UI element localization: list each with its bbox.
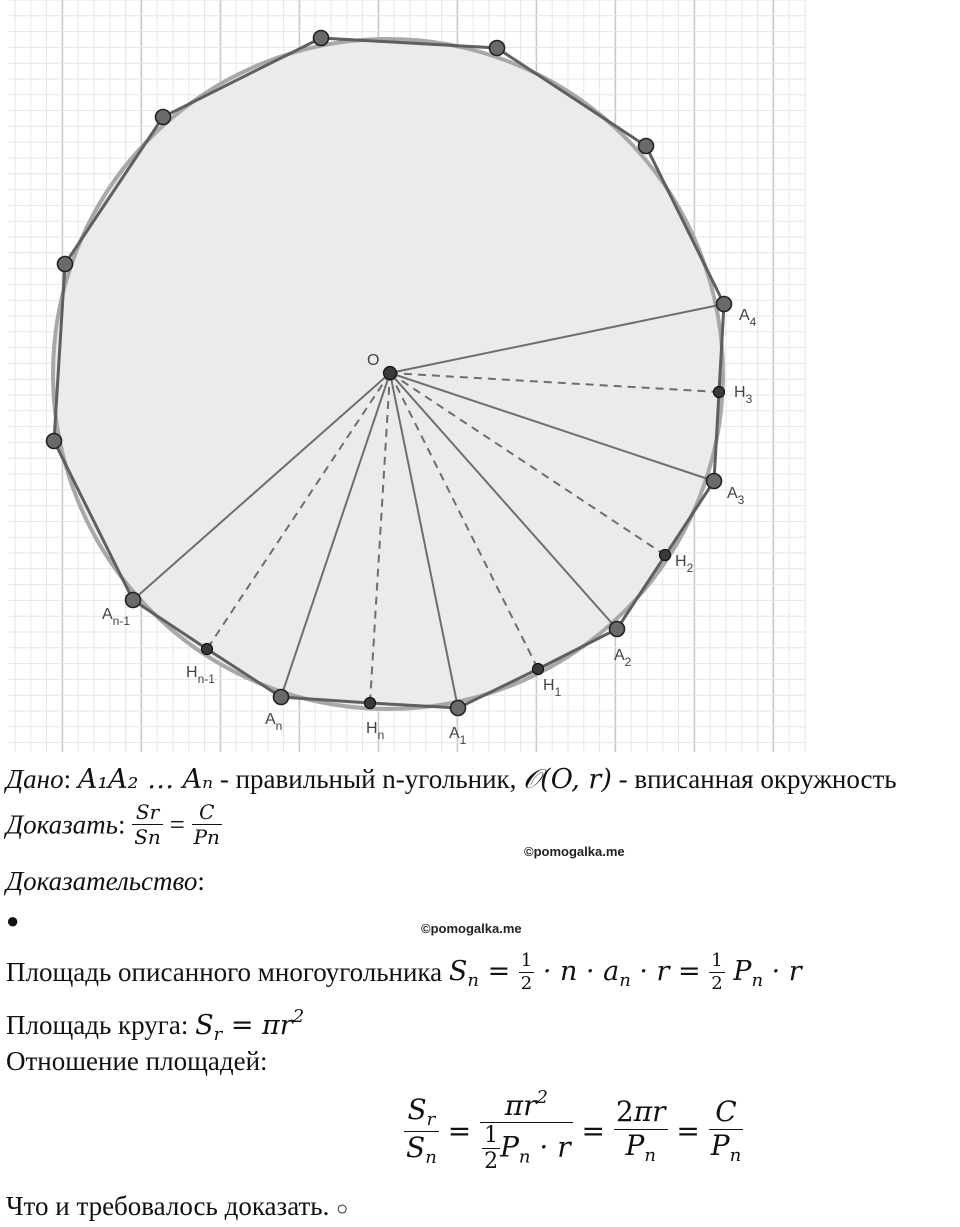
vertex-point: [610, 622, 625, 637]
given-text-2: - вписанная окружность: [611, 764, 897, 794]
vertex-point: [126, 593, 141, 608]
given-line: Дано: A₁A₂ … Aₙ - правильный n-угольник, 𝒪(O, r) - вписанная окружность: [6, 764, 897, 795]
prove-lhs-num: Sr: [132, 800, 163, 825]
label-H1: $H_1$: [543, 677, 562, 699]
label-A3: $A_3$: [727, 485, 745, 507]
area-polygon-text: Площадь описанного многоугольника: [6, 956, 443, 987]
tangent-point: [202, 644, 213, 655]
label-An-1: $A_{n-1}$: [102, 606, 131, 628]
watermark: ©pomogalka.me: [524, 844, 625, 859]
given-label: Дано: [6, 764, 64, 794]
prove-label: Доказать: [6, 809, 118, 840]
vertex-point: [717, 297, 732, 312]
prove-lhs-fraction: [132, 800, 163, 849]
vertex-point: [707, 474, 722, 489]
label-An: $A_n$: [265, 711, 283, 733]
proof-label: Доказательство:: [6, 866, 205, 896]
tangent-point: [660, 550, 671, 561]
vertex-point: [314, 31, 329, 46]
prove-line: Доказать: $\frac{Sr}{Sn}$ = $\frac{C}{Pn}$: [6, 800, 220, 849]
label-A1: $A_1$: [449, 725, 467, 747]
vertex-point: [58, 257, 73, 272]
circle-notation: 𝒪(O, r): [523, 764, 612, 795]
vertex-point: [274, 690, 289, 705]
vertex-point: [490, 41, 505, 56]
ratio-frac-3: $\frac{2\pi r}{P_n}$: [615, 1095, 666, 1166]
vertex-point: [156, 110, 171, 125]
tangent-point: [365, 698, 376, 709]
vertex-point: [47, 434, 62, 449]
label-H3: $H_3$: [734, 384, 753, 406]
area-circle-text: Площадь круга:: [6, 1010, 189, 1040]
vertex-point: [639, 139, 654, 154]
label-O: O: [367, 352, 380, 369]
polygon-notation: A₁A₂ … Aₙ: [77, 764, 214, 795]
ratio-label: Отношение площадей:: [6, 1046, 268, 1076]
conclusion-text: Что и требовалось доказать.: [6, 1191, 330, 1221]
vertex-point: [451, 701, 466, 716]
label-A2: $A_2$: [614, 647, 632, 669]
area-circle-formula: $S_r = \pi r^2$: [195, 1006, 305, 1045]
label-A4: $A_4$: [739, 307, 757, 329]
ratio-frac-2: $\pi r^2$ $\frac{1}{2}$ $P_n \cdot r$: [480, 1088, 573, 1175]
bullet: ●: [6, 908, 20, 933]
watermark-2: ©pomogalka.me: [421, 921, 522, 936]
ratio-formula: $\frac{S_r}{S_n}$ = $\pi r^2$ $\frac{1}{2}$ $P_n \cdot r$ = $\frac{2\pi r}{P_n}$ = $\frac{C}{P_n}$: [406, 1087, 742, 1175]
area-circle-line: [6, 1008, 304, 1044]
end-mark: ○: [336, 1198, 349, 1220]
area-polygon-line: [6, 950, 802, 994]
tangent-point: [714, 387, 725, 398]
given-text-1: - правильный n-угольник,: [213, 764, 524, 794]
prove-rhs-fraction: [192, 800, 222, 849]
prove-lhs-den: Sn: [134, 825, 161, 849]
prove-rhs-num: C: [192, 800, 222, 825]
prove-rhs-den: Pn: [193, 825, 220, 849]
label-Hn: $H_n$: [366, 720, 385, 742]
ratio-frac-1: $\frac{S_r}{S_n}$: [406, 1093, 437, 1168]
label-H2: $H_2$: [675, 553, 694, 575]
label-Hn-1: $H_{n-1}$: [186, 664, 215, 686]
tangent-point: [533, 664, 544, 675]
area-polygon-formula: $S_n$ = $\frac{1}{2}$ · $n \cdot a_n \cdot r$ = $\frac{1}{2}$ $P_n \cdot r$: [448, 950, 802, 994]
ratio-frac-4: $\frac{C}{P_n}$: [710, 1095, 742, 1166]
center-point: [384, 367, 397, 380]
conclusion-line: [6, 1193, 348, 1220]
